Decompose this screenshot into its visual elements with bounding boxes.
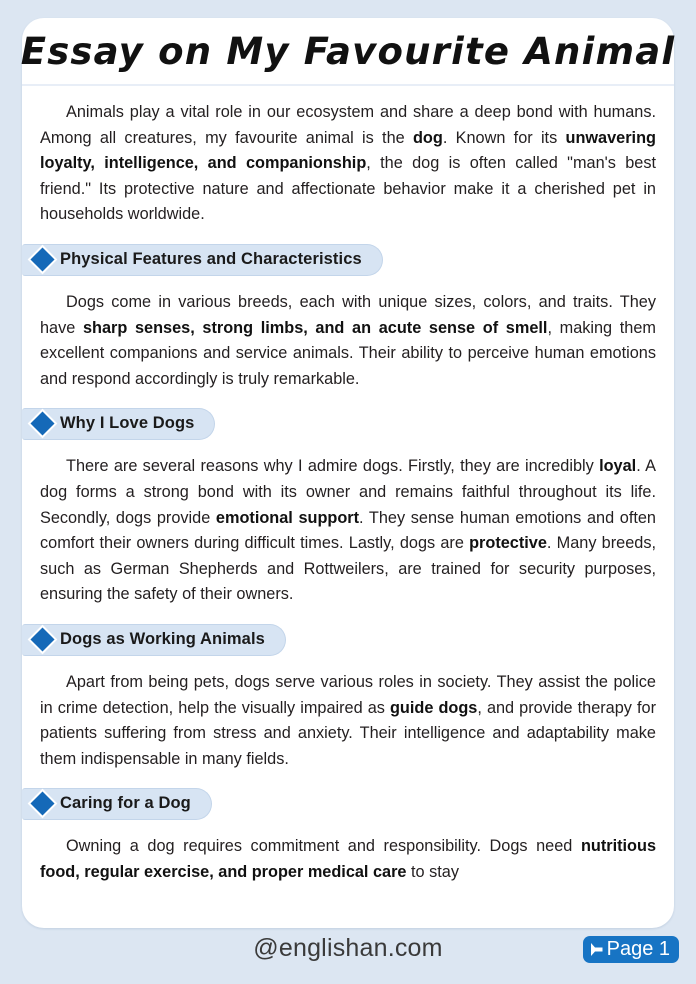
- body-text: . Many breeds, such as German Shepherds and Rottweilers, are trained for security purposes, ensuring the safety of their owners.: [40, 534, 656, 604]
- body-text: , the dog is often called "man's best friend." Its protective nature and affectionate behavior make it a cherished pet in households worldwide.: [40, 154, 657, 224]
- body-text: Animals play a vital role in our ecosystem and share a deep bond with humans. Among all creatures, my favourite animal is the: [40, 103, 656, 147]
- section-heading-label: Caring for a Dog: [60, 794, 191, 813]
- essay-body: [22, 86, 674, 885]
- section-heading-2[interactable]: [22, 624, 286, 656]
- section-paragraph-2: [38, 656, 658, 772]
- emphasis-text: unwavering loyalty, intelligence, and companionship: [40, 128, 656, 173]
- title-bar: [22, 18, 674, 86]
- section-paragraph-1: [38, 440, 658, 608]
- site-credit: @englishan.com: [253, 934, 443, 962]
- body-text: Dogs come in various breeds, each with unique sizes, colors, and traits. They have: [40, 292, 656, 337]
- emphasis-text: protective: [469, 534, 547, 553]
- body-text: , and provide therapy for patients suffering from stress and anxiety. Their intelligence and adaptability make them indispensable in many fields.: [40, 698, 656, 768]
- body-text: . A dog forms a strong bond with its owner and remains faithful throughout its life. Secondly, dogs provide: [40, 457, 656, 527]
- body-text: . Known for its: [442, 128, 566, 147]
- emphasis-text: emotional support: [215, 508, 360, 527]
- section-heading-label: Why I Love Dogs: [60, 414, 195, 433]
- section-heading-label: Dogs as Working Animals: [60, 629, 265, 648]
- section-heading-3[interactable]: [22, 788, 212, 820]
- body-text: . They sense human emotions and often comfort their owners during difficult times. Lastly, dogs are: [40, 508, 656, 553]
- intro-paragraph: [38, 86, 658, 228]
- diamond-icon: [30, 792, 54, 816]
- emphasis-text: nutritious food, regular exercise, and proper medical care: [40, 837, 656, 881]
- body-text: to stay: [406, 862, 459, 881]
- diamond-icon: [30, 412, 54, 436]
- page-number-badge: [583, 936, 679, 963]
- body-text: , making them excellent companions and service animals. Their ability to perceive human emotions and respond accordingly is truly remarkable.: [40, 318, 656, 388]
- page-footer: [0, 934, 696, 984]
- page-number-label: Page 1: [606, 938, 670, 960]
- diamond-icon: [30, 627, 54, 651]
- section-heading-row-3: [38, 772, 658, 820]
- section-heading-0[interactable]: [22, 244, 383, 276]
- emphasis-text: loyal: [599, 457, 637, 476]
- section-heading-1[interactable]: [22, 408, 215, 440]
- diamond-icon: [30, 247, 54, 271]
- section-heading-row-2: [38, 608, 658, 656]
- essay-card: [22, 18, 674, 928]
- body-text: Owning a dog requires commitment and responsibility. Dogs need: [66, 837, 581, 856]
- chevron-right-icon: [589, 941, 605, 958]
- section-heading-row-0: [38, 228, 658, 276]
- emphasis-text: guide dogs: [389, 698, 478, 717]
- body-text: Apart from being pets, dogs serve various roles in society. They assist the police in crime detection, help the visually impaired as: [40, 672, 656, 717]
- body-text: There are several reasons why I admire dogs. Firstly, they are incredibly: [66, 457, 600, 476]
- emphasis-text: sharp senses, strong limbs, and an acute sense of smell: [82, 318, 548, 337]
- section-paragraph-0: [38, 276, 658, 392]
- section-heading-label: Physical Features and Characteristics: [60, 249, 362, 268]
- section-heading-row-1: [38, 392, 658, 440]
- section-paragraph-3: [38, 820, 658, 885]
- emphasis-text: dog: [412, 128, 443, 147]
- page-title: Essay on My Favourite Animal: [20, 29, 676, 73]
